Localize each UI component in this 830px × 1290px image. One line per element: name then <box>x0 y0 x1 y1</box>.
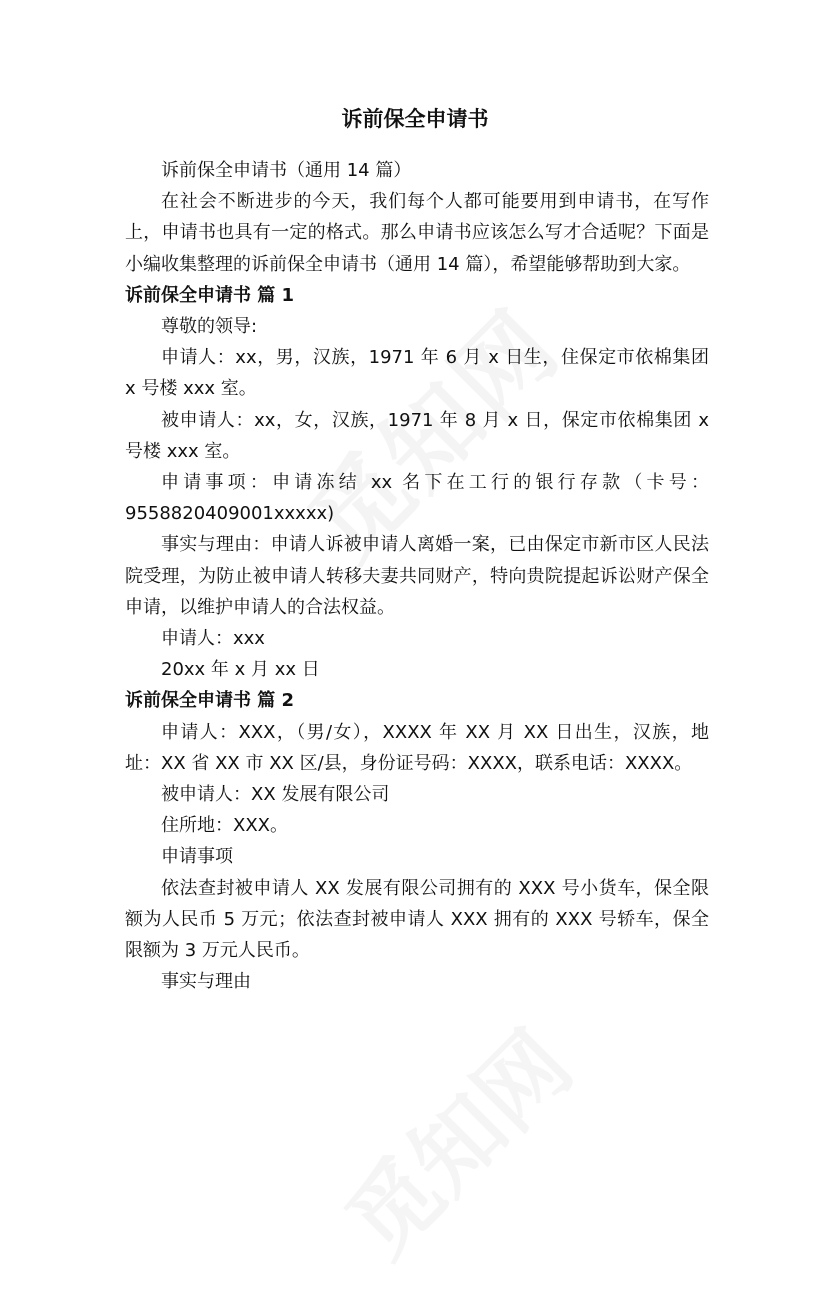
intro-subtitle: 诉前保全申请书（通用 14 篇） <box>161 160 412 181</box>
intro-paragraph: 在社会不断进步的今天，我们每个人都可能要用到申请书，在写作上，申请书也具有一定的格式。那么申请书应该怎么写才合适呢？下面是小编收集整理的诉前保全申请书（通用 14 篇），希望能够帮助到大家。 <box>125 191 709 275</box>
paragraph: 依法查封被申请人 XX 发展有限公司拥有的 XXX 号小货车，保全限额为人民币 5 万元；依法查封被申请人 XXX 拥有的 XXX 号轿车，保全限额为 3 万元人民币。 <box>125 877 709 962</box>
paragraph: 尊敬的领导: <box>161 316 258 338</box>
paragraph: 申请事项：申请冻结 xx 名下在工行的银行存款（卡号：9558820409001xxxxx) <box>125 472 709 525</box>
document-title: 诉前保全申请书 <box>341 107 489 131</box>
paragraph: 申请人：XXX，（男/女），XXXX 年 XX 月 XX 日出生，汉族，地址：XX 省 XX 市 XX 区/县，身份证号码：XXXX，联系电话：XXXX。 <box>125 721 709 774</box>
signature-date: 20xx 年 x 月 xx 日 <box>161 659 320 681</box>
section-heading-2: 诉前保全申请书 篇 2 <box>125 690 295 712</box>
document-body <box>125 155 709 997</box>
paragraph: 住所地：XXX。 <box>161 815 288 837</box>
paragraph: 申请人：xx，男，汉族，1971 年 6 月 x 日生，住保定市依棉集团 x 号楼 xxx 室。 <box>125 347 709 400</box>
paragraph: 申请事项 <box>161 846 233 868</box>
paragraph: 事实与理由 <box>161 971 251 993</box>
paragraph: 被申请人：XX 发展有限公司 <box>161 784 390 806</box>
signature-applicant: 申请人：xxx <box>161 628 265 650</box>
watermark-bottom <box>315 1000 605 1290</box>
section-heading-1: 诉前保全申请书 篇 1 <box>125 284 295 306</box>
paragraph: 被申请人：xx，女，汉族，1971 年 8 月 x 日，保定市依棉集团 x 号楼 xxx 室。 <box>125 409 709 462</box>
paragraph: 事实与理由：申请人诉被申请人离婚一案，已由保定市新市区人民法院受理，为防止被申请人转移夫妻共同财产，特向贵院提起诉讼财产保全申请，以维护申请人的合法权益。 <box>125 534 709 618</box>
